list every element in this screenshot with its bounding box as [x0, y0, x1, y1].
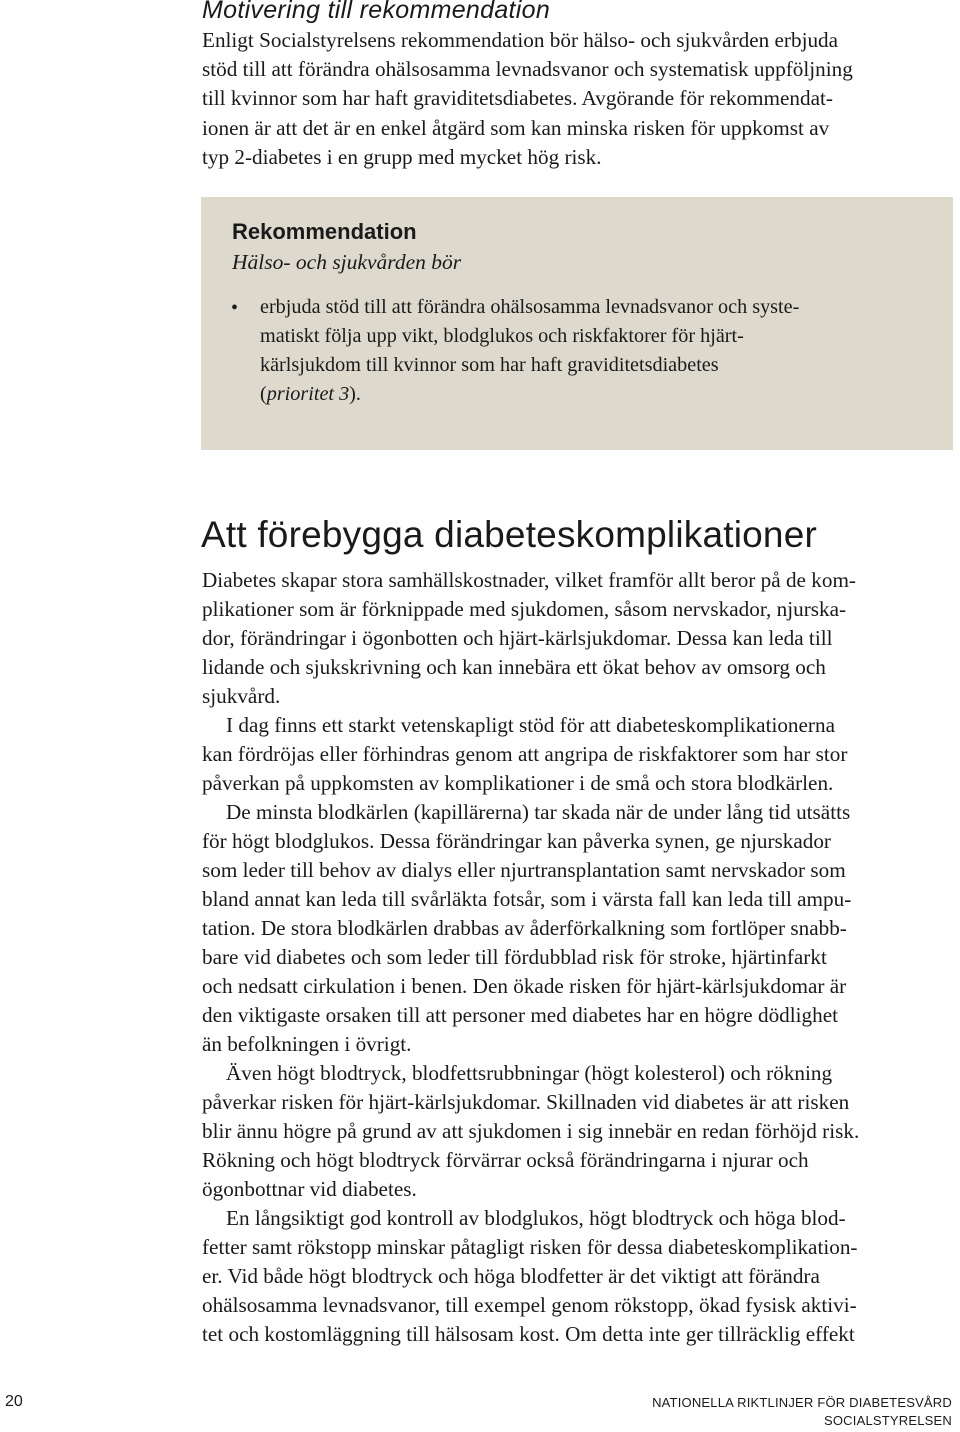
body-line: den viktigaste orsaken till att personer med diabetes har en högre dödlighet: [202, 1003, 839, 1027]
motivation-line: ionen är att det är en enkel åtgärd som kan minska risken för uppkomst av: [202, 116, 830, 140]
body-line: De minsta blodkärlen (kapillärerna) tar skada när de under lång tid utsätts: [226, 800, 851, 824]
body-line: tation. De stora blodkärlen drabbas av åderförkalkning som fortlöper snabb-: [202, 916, 847, 940]
motivation-line: stöd till att förändra ohälsosamma levnadsvanor och systematisk uppföljning: [202, 57, 853, 81]
body-line: fetter samt rökstopp minskar påtagligt risken för dessa diabeteskomplikation-: [202, 1235, 858, 1259]
body-line: sjukvård.: [202, 684, 281, 708]
recommendation-priority: [260, 380, 361, 409]
body-line: Även högt blodtryck, blodfettsrubbningar (högt kolesterol) och rökning: [226, 1061, 833, 1085]
body-line: ögonbottnar vid diabetes.: [202, 1177, 417, 1201]
body-line: än befolkningen i övrigt.: [202, 1032, 412, 1056]
footer-publisher: SOCIALSTYRELSEN: [824, 1413, 952, 1428]
body-line: för högt blodglukos. Dessa förändringar kan påverka synen, ge njurskador: [202, 829, 831, 853]
section-heading: Att förebygga diabeteskomplikationer: [201, 514, 818, 555]
body-line: påverkan på uppkomsten av komplikationer i de små och stora blodkärlen.: [202, 771, 834, 795]
body-line: lidande och sjukskrivning och kan innebära ett ökat behov av omsorg och: [202, 655, 826, 679]
motivation-line: typ 2-diabetes i en grupp med mycket hög risk.: [202, 145, 602, 169]
body-line: dor, förändringar i ögonbotten och hjärt-kärlsjukdomar. Dessa kan leda till: [202, 626, 833, 650]
priority-open: (: [260, 383, 267, 405]
footer-title: NATIONELLA RIKTLINJER FÖR DIABETESVÅRD: [652, 1395, 952, 1410]
body-line: bland annat kan leda till svårläkta fotsår, som i värsta fall kan leda till ampu-: [202, 887, 852, 911]
recommendation-line: erbjuda stöd till att förändra ohälsosamma levnadsvanor och syste-: [260, 296, 800, 318]
motivation-line: till kvinnor som har haft graviditetsdiabetes. Avgörande för rekommendat-: [202, 86, 833, 110]
body-line: Rökning och högt blodtryck förvärrar också förändringarna i njurar och: [202, 1148, 809, 1172]
body-line: I dag finns ett starkt vetenskapligt stöd för att diabeteskomplikationerna: [226, 713, 835, 737]
body-line: kan fördröjas eller förhindras genom att angripa de riskfaktorer som har stor: [202, 742, 848, 766]
body-line: bare vid diabetes och som leder till fördubblad risk för stroke, hjärtinfarkt: [202, 945, 827, 969]
body-line: er. Vid både högt blodtryck och höga blodfetter är det viktigt att förändra: [202, 1264, 820, 1288]
body-line: påverkar risken för hjärt-kärlsjukdomar. Skillnaden vid diabetes är att risken: [202, 1090, 850, 1114]
body-line: En långsiktigt god kontroll av blodglukos, högt blodtryck och höga blod-: [226, 1206, 846, 1230]
body-line: tet och kostomläggning till hälsosam kost. Om detta inte ger tillräcklig effekt: [202, 1322, 855, 1346]
recommendation-line: matiskt följa upp vikt, blodglukos och riskfaktorer för hjärt-: [260, 325, 744, 347]
priority-label: prioritet 3: [266, 383, 350, 405]
body-line: plikationer som är förknippade med sjukdomen, såsom nervskador, njurska-: [202, 597, 847, 621]
recommendation-line: kärlsjukdom till kvinnor som har haft graviditetsdiabetes: [260, 354, 719, 376]
body-line: och nedsatt cirkulation i benen. Den ökade risken för hjärt-kärlsjukdomar är: [202, 974, 847, 998]
recommendation-title: Rekommendation: [232, 219, 417, 244]
recommendation-subtitle: Hälso- och sjukvården bör: [232, 250, 462, 274]
page-number: 20: [5, 1393, 23, 1410]
body-line: som leder till behov av dialys eller njurtransplantation samt nervskador som: [202, 858, 846, 882]
priority-close: ).: [349, 383, 361, 405]
body-line: blir ännu högre på grund av att sjukdomen i sig innebär en redan förhöjd risk.: [202, 1119, 860, 1143]
body-line: ohälsosamma levnadsvanor, till exempel genom rökstopp, ökad fysisk aktivi-: [202, 1293, 857, 1317]
bullet-icon: •: [231, 297, 239, 319]
motivation-line: Enligt Socialstyrelsens rekommendation bör hälso- och sjukvården erbjuda: [202, 28, 839, 52]
body-line: Diabetes skapar stora samhällskostnader, vilket framför allt beror på de kom-: [202, 568, 856, 592]
motivation-heading: Motivering till rekommendation: [202, 0, 551, 24]
